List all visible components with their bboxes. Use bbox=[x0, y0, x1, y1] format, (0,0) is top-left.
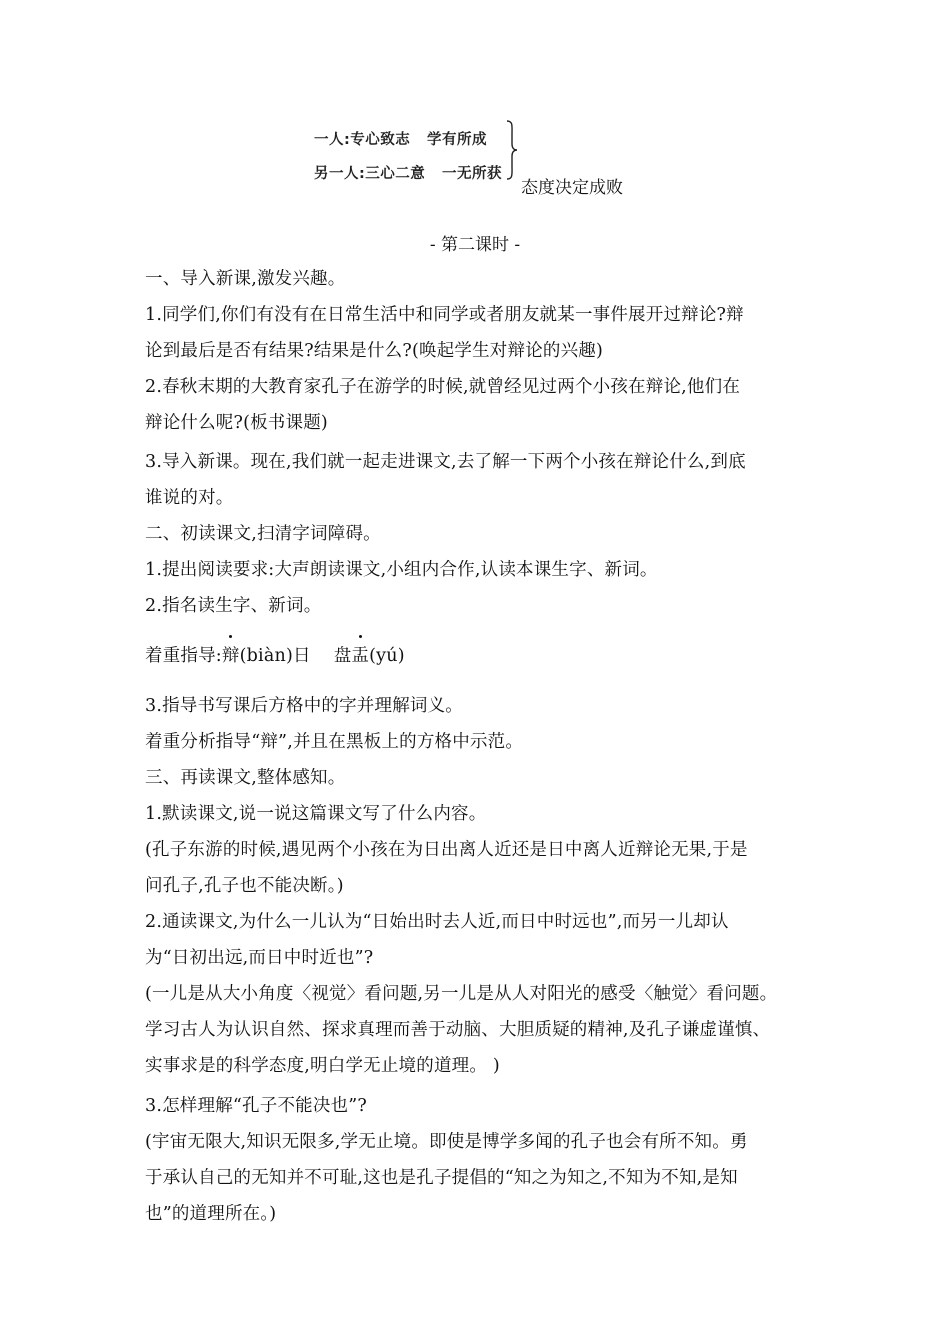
text-line: 着重分析指导“辩”,并且在黑板上的方格中示范。 bbox=[145, 732, 524, 752]
section-heading: - 第二课时 - bbox=[429, 235, 521, 255]
pronunciation-guide bbox=[145, 642, 405, 667]
pinyin: (biàn) bbox=[239, 646, 293, 666]
text-line: 也”的道理所在。) bbox=[145, 1204, 277, 1224]
text-line: 为“日初出远,而日中时近也”? bbox=[145, 948, 374, 968]
emphasized-char: 盂 bbox=[351, 642, 369, 667]
diagram-line-focused: 一人:专心致志 学有所成 bbox=[314, 132, 487, 148]
text-line: 问孔子,孔子也不能决断。) bbox=[145, 876, 344, 896]
pinyin: (yú) bbox=[369, 646, 405, 666]
right-brace-icon bbox=[506, 120, 518, 180]
text-line: 1.默读课文,说一说这篇课文写了什么内容。 bbox=[145, 804, 487, 824]
text-line: 谁说的对。 bbox=[145, 488, 234, 508]
guide-text: 日 盘 bbox=[292, 646, 352, 666]
text-line: 学习古人为认识自然、探求真理而善于动脑、大胆质疑的精神,及孔子谦虚谨慎、 bbox=[145, 1020, 771, 1040]
text-line: 2.指名读生字、新词。 bbox=[145, 596, 322, 616]
guide-prefix: 着重指导: bbox=[145, 646, 222, 666]
text-line: 实事求是的科学态度,明白学无止境的道理。 ) bbox=[145, 1056, 500, 1076]
text-line: 3.指导书写课后方格中的字并理解词义。 bbox=[145, 696, 463, 716]
blackboard-diagram bbox=[314, 118, 654, 208]
text-line: (一儿是从大小角度〈视觉〉看问题,另一儿是从人对阳光的感受〈触觉〉看问题。 bbox=[145, 984, 778, 1004]
emphasized-char: 辩 bbox=[222, 642, 240, 667]
text-line: 1.提出阅读要求:大声朗读课文,小组内合作,认读本课生字、新词。 bbox=[145, 560, 658, 580]
diagram-line-distracted: 另一人:三心二意 一无所获 bbox=[314, 166, 502, 182]
text-line: 于承认自己的无知并不可耻,这也是孔子提倡的“知之为知之,不知为不知,是知 bbox=[145, 1168, 738, 1188]
diagram-conclusion: 态度决定成败 bbox=[521, 178, 623, 198]
text-line: 3.导入新课。现在,我们就一起走进课文,去了解一下两个小孩在辩论什么,到底 bbox=[145, 452, 746, 472]
text-line: 三、再读课文,整体感知。 bbox=[145, 768, 346, 788]
text-line: 1.同学们,你们有没有在日常生活中和同学或者朋友就某一事件展开过辩论?辩 bbox=[145, 305, 744, 325]
text-line: 3.怎样理解“孔子不能决也”? bbox=[145, 1096, 367, 1116]
text-line: (孔子东游的时候,遇见两个小孩在为日出离人近还是日中离人近辩论无果,于是 bbox=[145, 840, 748, 860]
text-line: 辩论什么呢?(板书课题) bbox=[145, 413, 328, 433]
text-line: 论到最后是否有结果?结果是什么?(唤起学生对辩论的兴趣) bbox=[145, 341, 604, 361]
text-line: 2.春秋末期的大教育家孔子在游学的时候,就曾经见过两个小孩在辩论,他们在 bbox=[145, 377, 741, 397]
text-line: (宇宙无限大,知识无限多,学无止境。即使是博学多闻的孔子也会有所不知。勇 bbox=[145, 1132, 748, 1152]
text-line: 二、初读课文,扫清字词障碍。 bbox=[145, 524, 381, 544]
text-line: 2.通读课文,为什么一儿认为“日始出时去人近,而日中时远也”,而另一儿却认 bbox=[145, 912, 729, 932]
text-line: 一、导入新课,激发兴趣。 bbox=[145, 269, 346, 289]
